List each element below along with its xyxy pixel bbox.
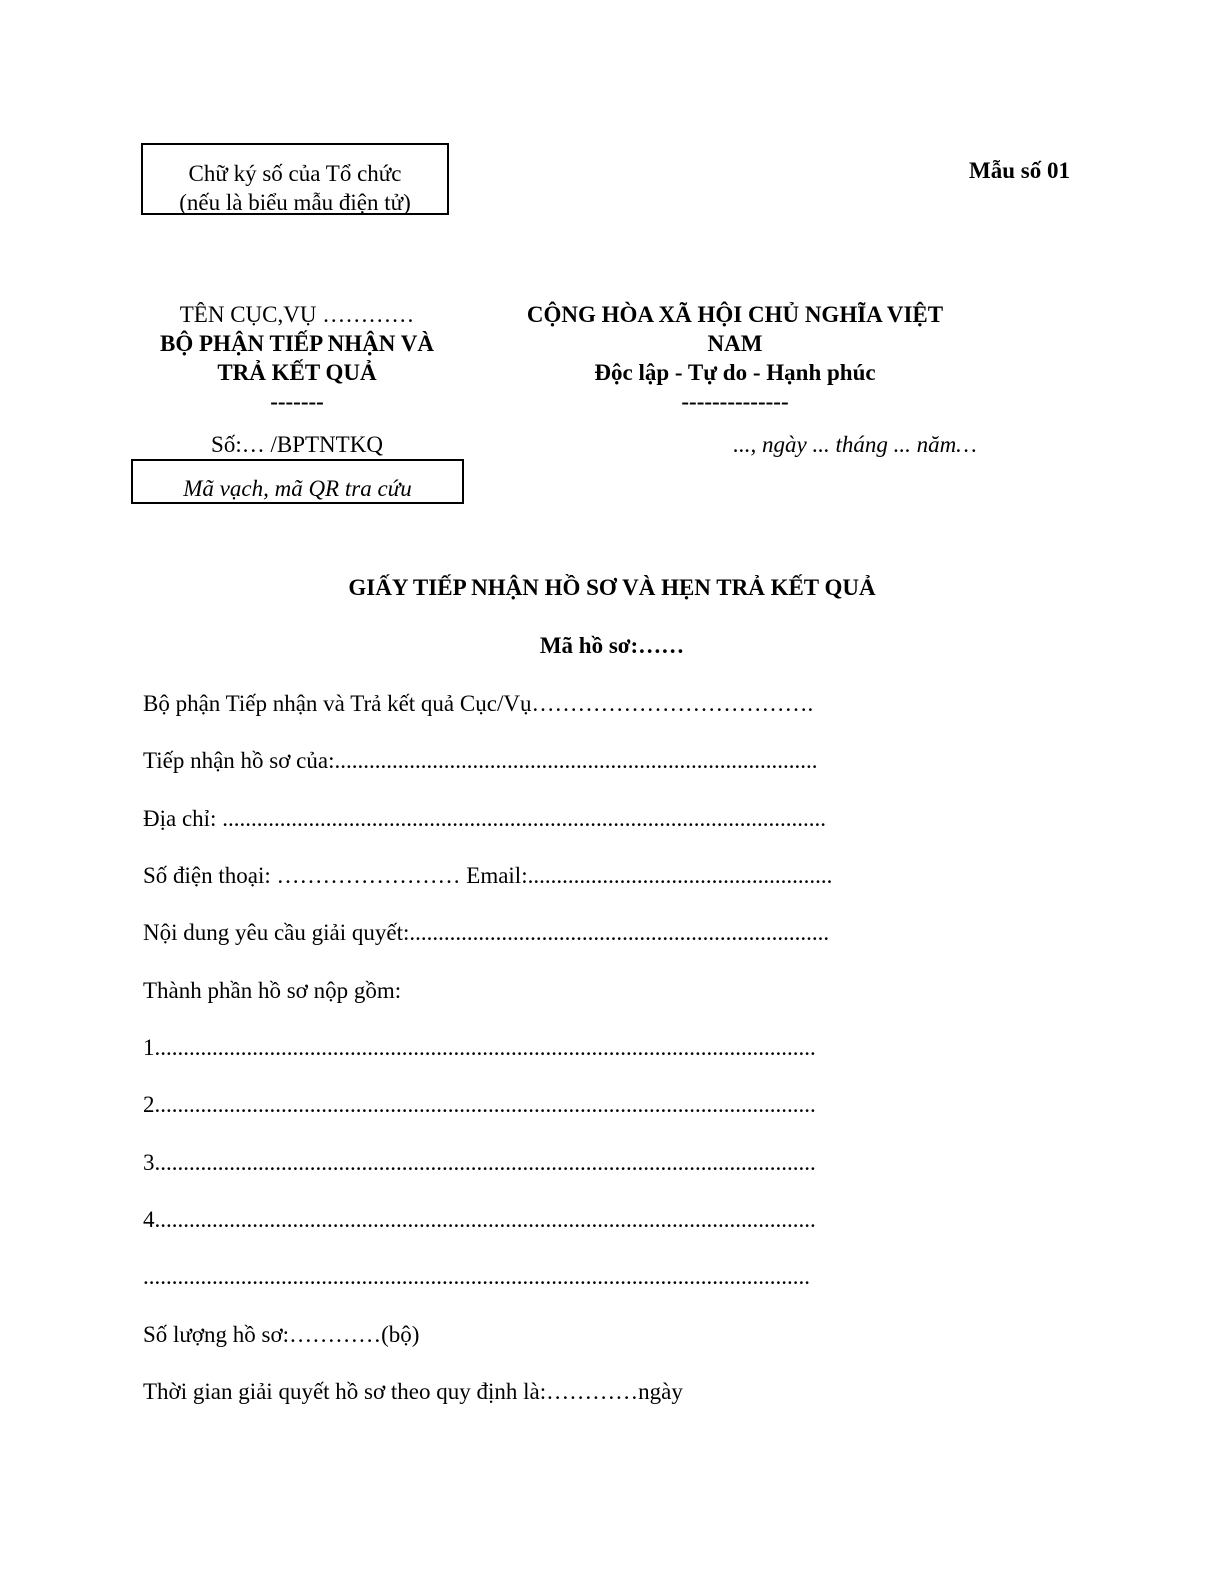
document-item-more: .................................................................................................................... bbox=[143, 1264, 810, 1289]
department-name-line-1: BỘ PHẬN TIẾP NHẬN VÀ bbox=[160, 331, 434, 356]
barcode-qr-label: Mã vạch, mã QR tra cứu bbox=[183, 476, 412, 501]
document-item-1: 1................................................................................................................... bbox=[143, 1035, 816, 1060]
document-title: GIẤY TIẾP NHẬN HỒ SƠ VÀ HẸN TRẢ KẾT QUẢ bbox=[348, 575, 876, 600]
digital-signature-box bbox=[141, 143, 449, 215]
national-name-line-2: NAM bbox=[707, 331, 763, 356]
document-item-4: 4................................................................................................................... bbox=[143, 1207, 816, 1232]
barcode-qr-box bbox=[131, 459, 464, 504]
field-documents-heading: Thành phần hồ sơ nộp gồm: bbox=[143, 978, 402, 1003]
document-number: Số:… /BPTNTKQ bbox=[211, 432, 383, 457]
field-address: Địa chỉ: ......................................................................................................... bbox=[143, 806, 826, 831]
document-item-3: 3................................................................................................................... bbox=[143, 1150, 816, 1175]
agency-header bbox=[141, 300, 453, 416]
signature-box-line-2: (nếu là biểu mẫu điện tử) bbox=[179, 190, 411, 215]
document-item-2: 2................................................................................................................... bbox=[143, 1092, 816, 1117]
document-date: ..., ngày ... tháng ... năm… bbox=[733, 432, 977, 457]
national-name-line-1: CỘNG HÒA XÃ HỘI CHỦ NGHĨA VIỆT bbox=[526, 302, 944, 327]
signature-box-line-1: Chữ ký số của Tổ chức bbox=[188, 161, 402, 186]
department-name-line-2: TRẢ KẾT QUẢ bbox=[217, 360, 377, 385]
national-header bbox=[490, 300, 980, 416]
national-motto: Độc lập - Tự do - Hạnh phúc bbox=[594, 360, 876, 385]
field-request-content: Nội dung yêu cầu giải quyết:......................................................................... bbox=[143, 920, 830, 945]
field-phone-email: Số điện thoại: …………………… Email:..................................................... bbox=[143, 863, 833, 888]
record-code: Mã hồ sơ:…… bbox=[539, 633, 685, 658]
national-divider: -------------- bbox=[681, 389, 789, 414]
field-receiving-department: Bộ phận Tiếp nhận và Trả kết quả Cục/Vụ………………………………. bbox=[143, 691, 814, 716]
field-record-count: Số lượng hồ sơ:…………(bộ) bbox=[143, 1322, 420, 1347]
field-processing-time: Thời gian giải quyết hồ sơ theo quy định là:…………ngày bbox=[143, 1379, 683, 1404]
field-applicant: Tiếp nhận hồ sơ của:.................................................................................... bbox=[143, 748, 818, 773]
form-number: Mẫu số 01 bbox=[969, 158, 1070, 183]
agency-name: TÊN CỤC,VỤ ………… bbox=[179, 302, 415, 327]
agency-divider: ------- bbox=[270, 389, 324, 414]
